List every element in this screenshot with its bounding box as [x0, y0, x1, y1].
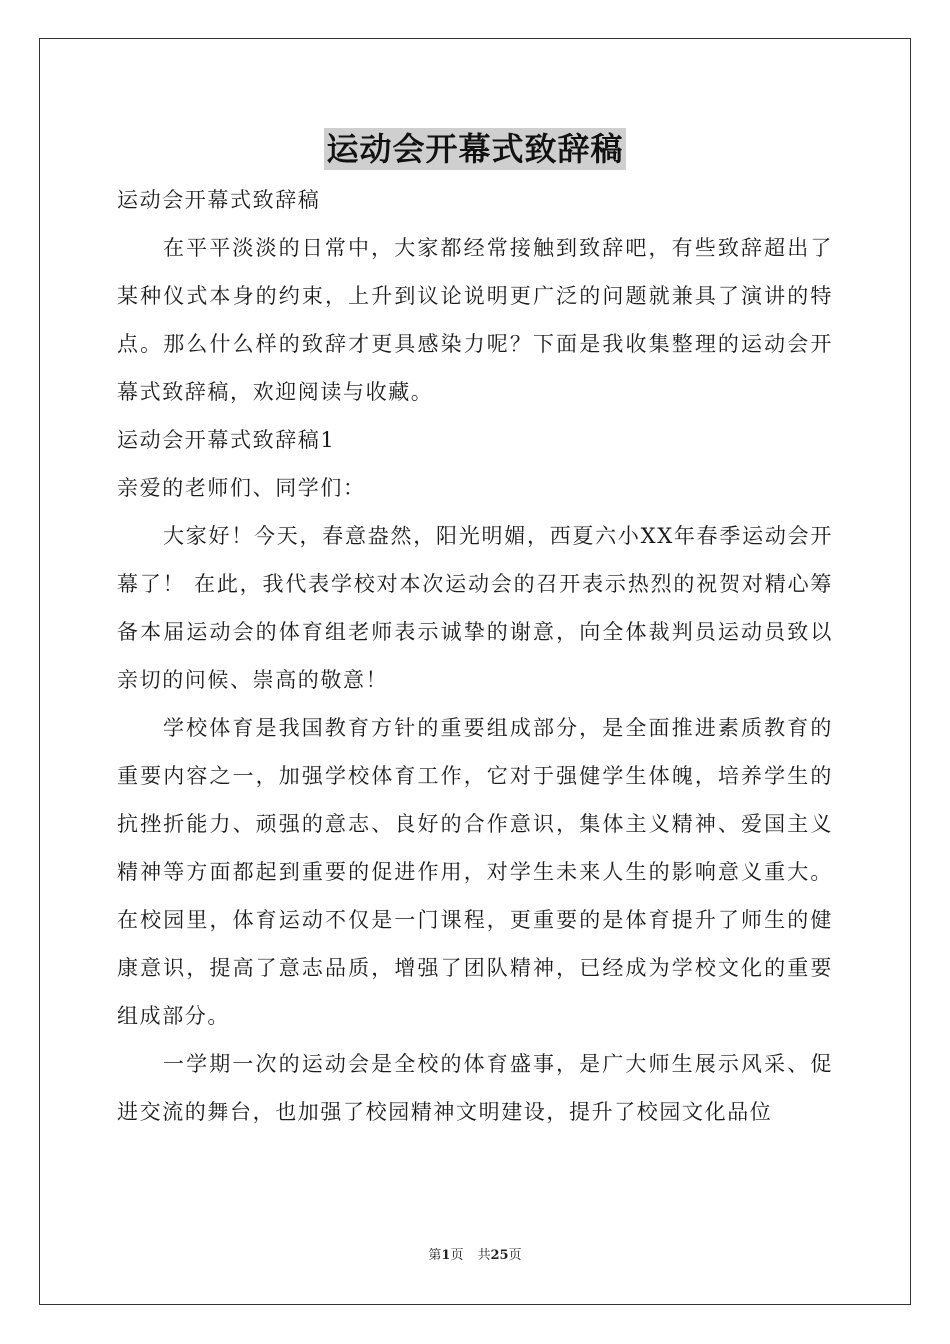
- body-paragraph: 大家好！今天，春意盎然，阳光明媚，西夏六小XX年春季运动会开幕了！ 在此，我代表学校对本次运动会的召开表示热烈的祝贺对精心筹备本届运动会的体育组老师表示诚挚的谢意，向全体裁判员运动员致以亲切的问候、崇高的敬意！: [117, 524, 833, 692]
- section-heading: 运动会开幕式致辞稿1: [117, 428, 336, 452]
- title-container: [0, 128, 950, 170]
- total-suffix: 页: [508, 1248, 522, 1263]
- total-prefix: 共: [477, 1248, 491, 1263]
- salutation: 亲爱的老师们、同学们：: [117, 476, 366, 500]
- document-body: [117, 176, 833, 1136]
- page-suffix: 页: [450, 1248, 464, 1263]
- page-footer: [0, 1244, 950, 1263]
- subtitle-line: 运动会开幕式致辞稿: [117, 188, 321, 212]
- body-paragraph: 学校体育是我国教育方针的重要组成部分，是全面推进素质教育的重要内容之一，加强学校体育工作，它对于强健学生体魄，培养学生的抗挫折能力、顽强的意志、良好的合作意识，集体主义精神、爱国主义精神等方面都起到重要的促进作用，对学生未来人生的影响意义重大。在校园里，体育运动不仅是一门课程，更重要的是体育提升了师生的健康意识，提高了意志品质，增强了团队精神，已经成为学校文化的重要组成部分。: [117, 716, 833, 1028]
- document-title: 运动会开幕式致辞稿: [326, 130, 624, 168]
- total-pages-number: 25: [490, 1248, 509, 1263]
- body-paragraph: 一学期一次的运动会是全校的体育盛事，是广大师生展示风采、促进交流的舞台，也加强了校园精神文明建设，提升了校园文化品位: [117, 1052, 833, 1124]
- intro-paragraph: 在平平淡淡的日常中，大家都经常接触到致辞吧，有些致辞超出了某种仪式本身的约束，上升到议论说明更广泛的问题就兼具了演讲的特点。那么什么样的致辞才更具感染力呢？下面是我收集整理的运动会开幕式致辞稿，欢迎阅读与收藏。: [117, 236, 833, 404]
- page-prefix: 第: [428, 1248, 442, 1263]
- current-page-number: 1: [441, 1248, 451, 1263]
